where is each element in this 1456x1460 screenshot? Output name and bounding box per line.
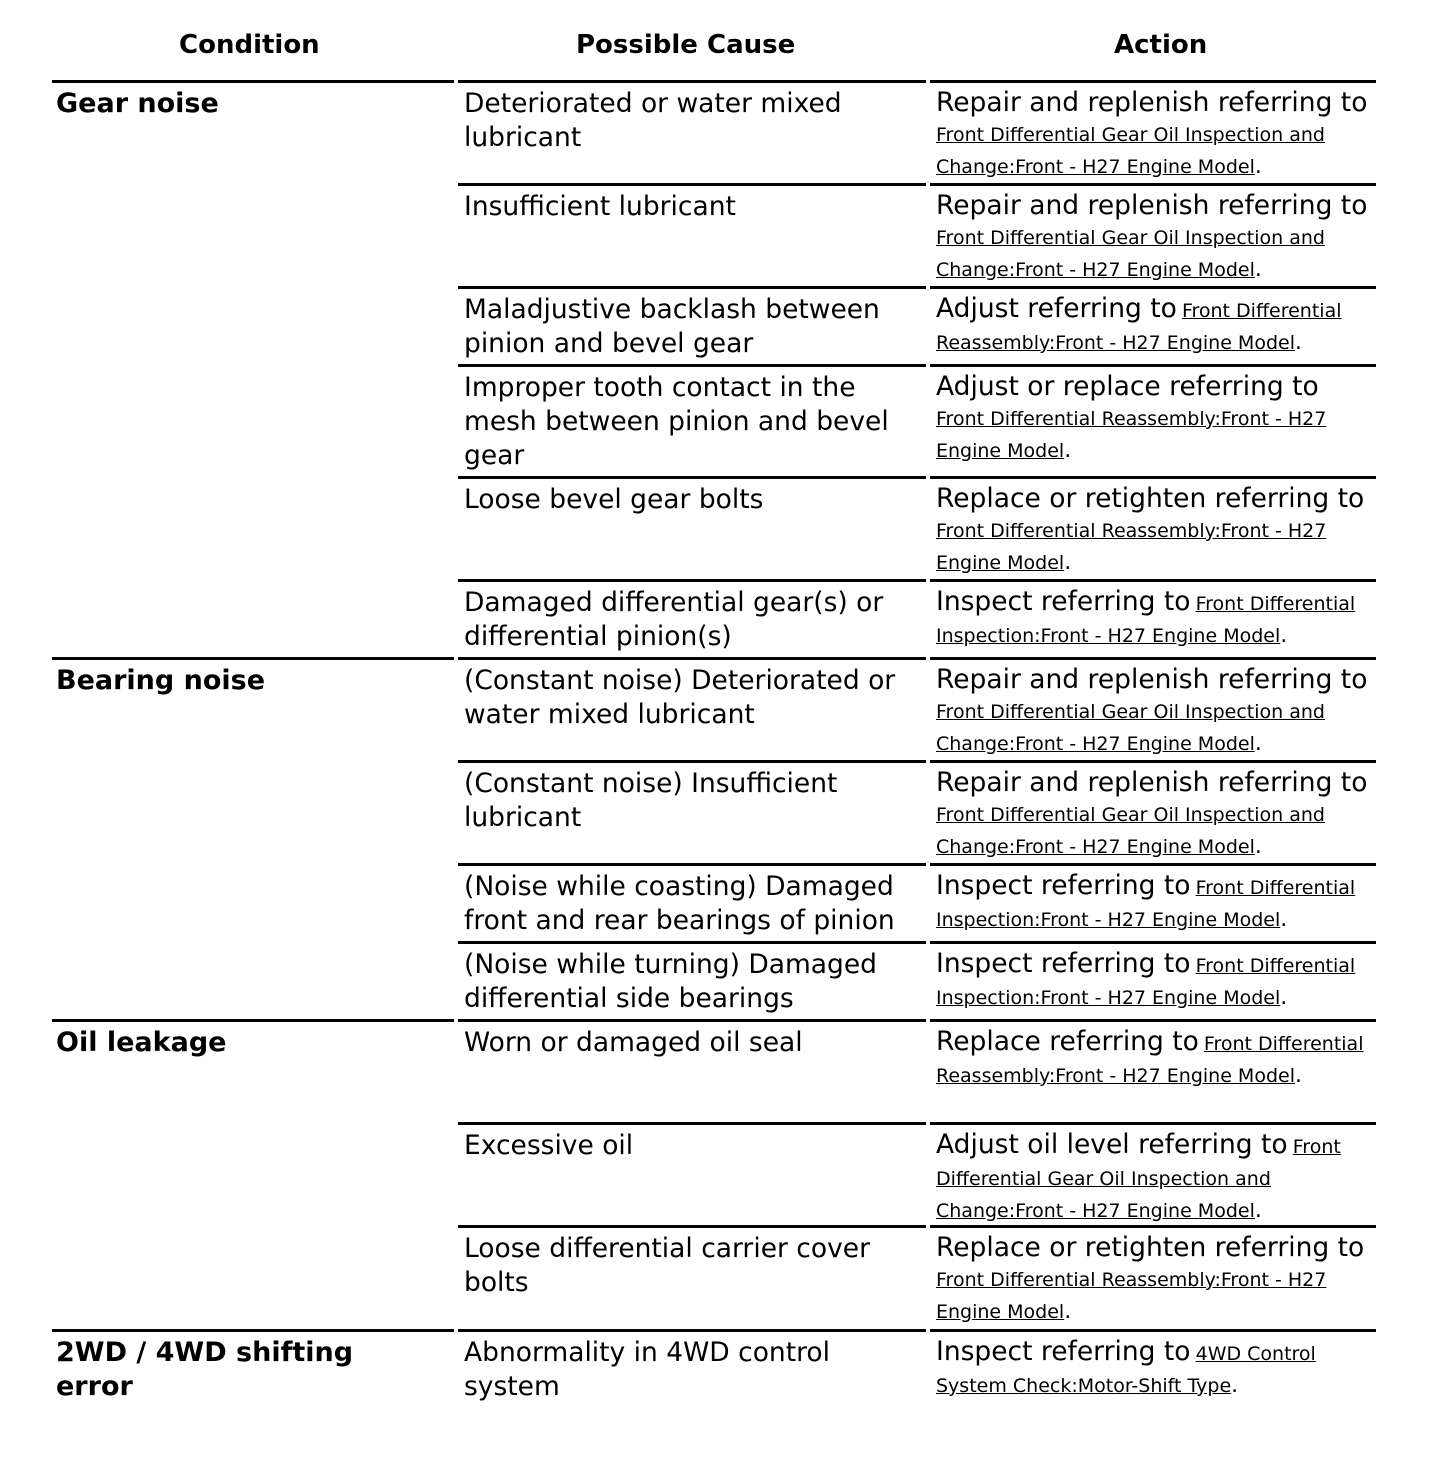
- cause-cell: Loose differential carrier cover bolts: [458, 1225, 926, 1329]
- table-header: [52, 18, 1376, 80]
- cause-cell: Excessive oil: [458, 1122, 926, 1225]
- cause-cell: (Noise while coasting) Damaged front and rear bearings of pinion: [458, 863, 926, 941]
- action-text: Repair and replenish referring to: [936, 190, 1368, 221]
- reference-link[interactable]: Front Differential Reassembly:Front - H27 Engine Model: [936, 408, 1327, 462]
- reference-link[interactable]: 4WD Control System Check:Motor-Shift Type: [936, 1343, 1316, 1397]
- action-cell: [930, 1329, 1376, 1409]
- action-cell: [930, 1122, 1376, 1225]
- action-text: Inspect referring to: [936, 586, 1191, 617]
- table-row: [458, 1329, 1376, 1409]
- action-text: Replace or retighten referring to: [936, 483, 1365, 514]
- reference-link[interactable]: Front Differential Gear Oil Inspection and Change:Front - H27 Engine Model: [936, 1136, 1341, 1222]
- action-cell: [930, 476, 1376, 579]
- reference-link[interactable]: Front Differential Gear Oil Inspection and Change:Front - H27 Engine Model: [936, 227, 1325, 281]
- condition-group: [52, 1329, 1376, 1409]
- table-row: [458, 364, 1376, 476]
- action-text: Inspect referring to: [936, 870, 1191, 901]
- condition-group: [52, 657, 1376, 1019]
- cause-cell: Worn or damaged oil seal: [458, 1019, 926, 1122]
- action-cell: [930, 941, 1376, 1019]
- condition-cell: 2WD / 4WD shifting error: [52, 1329, 454, 1409]
- action-text: Inspect referring to: [936, 1336, 1191, 1367]
- cause-cell: (Noise while turning) Damaged differential side bearings: [458, 941, 926, 1019]
- action-cell: [930, 183, 1376, 286]
- action-text: Adjust referring to: [936, 293, 1177, 324]
- period: .: [1254, 834, 1262, 859]
- reference-link[interactable]: Front Differential Reassembly:Front - H27 Engine Model: [936, 1033, 1364, 1087]
- condition-cell: Bearing noise: [52, 657, 454, 1019]
- condition-group: [52, 80, 1376, 657]
- reference-link[interactable]: Front Differential Reassembly:Front - H27 Engine Model: [936, 300, 1342, 354]
- action-cell: [930, 1019, 1376, 1122]
- period: .: [1254, 731, 1262, 756]
- reference-link[interactable]: Front Differential Inspection:Front - H27 Engine Model: [936, 955, 1356, 1009]
- cause-cell: Loose bevel gear bolts: [458, 476, 926, 579]
- troubleshooting-table: [52, 18, 1376, 1409]
- cause-cell: Deteriorated or water mixed lubricant: [458, 80, 926, 183]
- cause-cell: Damaged differential gear(s) or differential pinion(s): [458, 579, 926, 657]
- cause-cell: Insufficient lubricant: [458, 183, 926, 286]
- reference-link[interactable]: Front Differential Inspection:Front - H27 Engine Model: [936, 877, 1356, 931]
- reference-link[interactable]: Front Differential Gear Oil Inspection and Change:Front - H27 Engine Model: [936, 124, 1325, 178]
- table-body: [52, 80, 1376, 1409]
- action-cell: [930, 80, 1376, 183]
- table-row: [458, 657, 1376, 760]
- action-cell: [930, 657, 1376, 760]
- header-action: Action: [1114, 30, 1208, 60]
- cause-cell: (Constant noise) Deteriorated or water mixed lubricant: [458, 657, 926, 760]
- action-cell: [930, 1225, 1376, 1329]
- table-row: [458, 183, 1376, 286]
- table-row: [458, 760, 1376, 863]
- action-cell: [930, 579, 1376, 657]
- header-condition: Condition: [179, 30, 320, 60]
- cause-cell: (Constant noise) Insufficient lubricant: [458, 760, 926, 863]
- action-text: Replace referring to: [936, 1026, 1199, 1057]
- period: .: [1280, 985, 1288, 1010]
- action-text: Adjust oil level referring to: [936, 1129, 1288, 1160]
- period: .: [1064, 550, 1072, 575]
- reference-link[interactable]: Front Differential Inspection:Front - H27 Engine Model: [936, 593, 1356, 647]
- period: .: [1254, 257, 1262, 282]
- header-possible-cause: Possible Cause: [576, 30, 796, 60]
- period: .: [1280, 907, 1288, 932]
- table-row: [458, 286, 1376, 364]
- reference-link[interactable]: Front Differential Reassembly:Front - H27 Engine Model: [936, 520, 1327, 574]
- period: .: [1231, 1373, 1239, 1398]
- action-text: Adjust or replace referring to: [936, 371, 1319, 402]
- period: .: [1254, 1198, 1262, 1223]
- action-text: Replace or retighten referring to: [936, 1232, 1365, 1263]
- action-text: Repair and replenish referring to: [936, 664, 1368, 695]
- condition-cell: Oil leakage: [52, 1019, 454, 1329]
- table-row: [458, 863, 1376, 941]
- action-text: Repair and replenish referring to: [936, 767, 1368, 798]
- action-text: Inspect referring to: [936, 948, 1191, 979]
- cause-cell: Improper tooth contact in the mesh between pinion and bevel gear: [458, 364, 926, 476]
- period: .: [1254, 154, 1262, 179]
- action-text: Repair and replenish referring to: [936, 87, 1368, 118]
- reference-link[interactable]: Front Differential Gear Oil Inspection and Change:Front - H27 Engine Model: [936, 701, 1325, 755]
- table-row: [458, 1225, 1376, 1329]
- period: .: [1280, 623, 1288, 648]
- table-row: [458, 941, 1376, 1019]
- period: .: [1294, 330, 1302, 355]
- table-row: [458, 1019, 1376, 1122]
- table-row: [458, 579, 1376, 657]
- period: .: [1294, 1063, 1302, 1088]
- table-row: [458, 80, 1376, 183]
- action-cell: [930, 863, 1376, 941]
- action-cell: [930, 760, 1376, 863]
- condition-cell: Gear noise: [52, 80, 454, 657]
- table-row: [458, 1122, 1376, 1225]
- action-cell: [930, 364, 1376, 476]
- cause-cell: Maladjustive backlash between pinion and bevel gear: [458, 286, 926, 364]
- period: .: [1064, 438, 1072, 463]
- reference-link[interactable]: Front Differential Reassembly:Front - H27 Engine Model: [936, 1269, 1327, 1323]
- period: .: [1064, 1299, 1072, 1324]
- reference-link[interactable]: Front Differential Gear Oil Inspection and Change:Front - H27 Engine Model: [936, 804, 1325, 858]
- condition-group: [52, 1019, 1376, 1329]
- cause-cell: Abnormality in 4WD control system: [458, 1329, 926, 1409]
- table-row: [458, 476, 1376, 579]
- action-cell: [930, 286, 1376, 364]
